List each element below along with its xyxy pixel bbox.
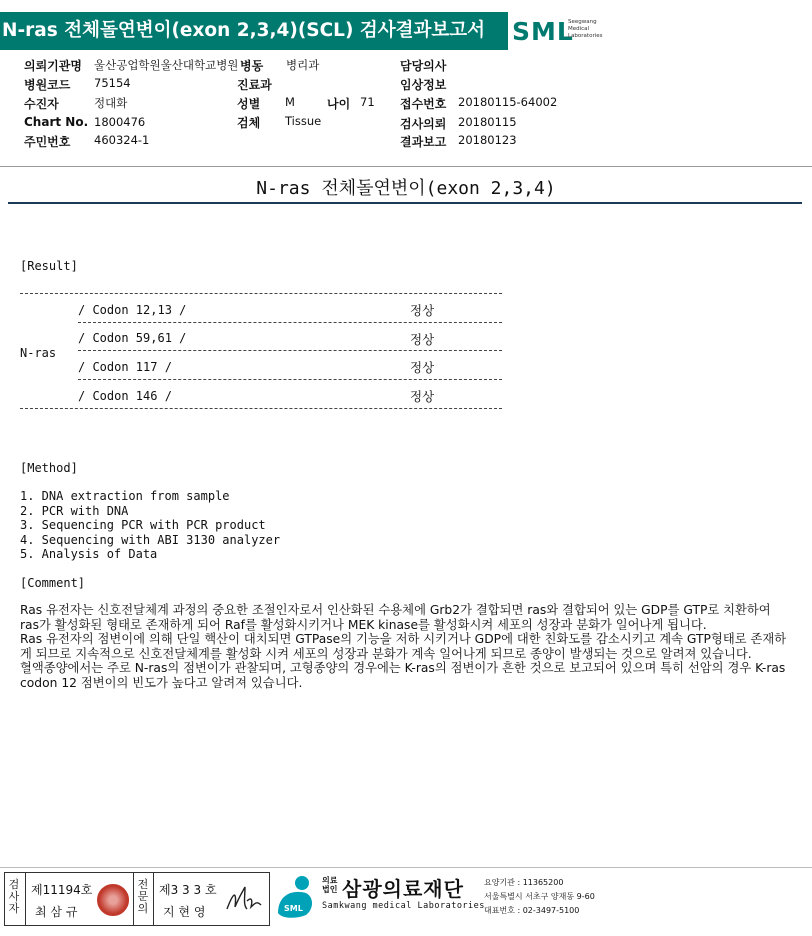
result-row-rule	[78, 322, 502, 323]
dept-label: 진료과	[237, 78, 272, 92]
footer-divider	[0, 867, 812, 868]
examiner-label: 검사자	[8, 878, 20, 915]
chart-label: Chart No.	[24, 115, 89, 129]
method-item: 5. Analysis of Data	[20, 547, 158, 561]
header-divider	[0, 166, 812, 167]
method-item: 1. DNA extraction from sample	[20, 489, 230, 503]
receipt-label: 접수번호	[400, 97, 447, 111]
examiner-number: 제11194호	[31, 883, 93, 897]
age-value: 71	[360, 95, 375, 109]
clinical-label: 임상정보	[400, 78, 447, 92]
doctor-label: 담당의사	[400, 59, 447, 73]
comment-paragraph: Ras 유전자는 신호전달체계 과정의 중요한 조절인자로서 인산화된 수용체에 Grb2가 결합되면 ras와 결합되어 있는 GDP를 GTP로 치환하여 ras가 활성화된 형태로 존재하게 되어 Raf를 활성화시키거나 MEK kinase를 활성화시켜 세포의 성장과 분화가 일어나게 됩니다.	[20, 603, 771, 632]
result-codon: / Codon 117 /	[78, 360, 172, 374]
title-underline	[8, 202, 802, 204]
age-label: 나이	[327, 97, 351, 111]
contact-line: 서울특별시 서초구 양재동 9-60	[484, 892, 595, 901]
request-label: 검사의뢰	[400, 117, 447, 131]
specialist-number: 제3 3 3 호	[159, 883, 217, 897]
specimen-label: 검체	[237, 116, 261, 130]
receipt-value: 20180115-64002	[458, 95, 558, 109]
name-label: 수진자	[24, 97, 59, 111]
method-item: 3. Sequencing PCR with PCR product	[20, 518, 266, 532]
result-codon: / Codon 12,13 /	[78, 303, 187, 317]
hospital-code-label: 병원코드	[24, 78, 71, 92]
sml-logo-sub: Seegwang Medical Laboratories	[568, 19, 603, 39]
sex-value: M	[285, 95, 295, 109]
report-title: N-ras 전체돌연변이(exon 2,3,4)(SCL) 검사결과보고서	[2, 20, 485, 41]
ward-value: 병리과	[286, 58, 320, 72]
result-status: 정상	[410, 303, 435, 318]
svg-text:SML: SML	[284, 904, 303, 913]
rrn-label: 주민번호	[24, 135, 71, 149]
comment-body	[20, 603, 790, 690]
signature-box	[4, 872, 270, 926]
ward-label: 병동	[240, 59, 264, 73]
request-value: 20180115	[458, 115, 517, 129]
method-item: 4. Sequencing with ABI 3130 analyzer	[20, 533, 281, 547]
contact-line: 대표번호 : 02-3497-5100	[484, 906, 580, 915]
sml-logo-text: SML	[512, 17, 574, 46]
samkwang-logo-icon	[272, 873, 320, 921]
result-row-rule	[78, 379, 502, 380]
name-value: 정대화	[94, 96, 128, 110]
hospital-code-value: 75154	[94, 76, 131, 90]
result-gene: N-ras	[20, 346, 57, 360]
result-status: 정상	[410, 389, 435, 404]
comment-heading: [Comment]	[20, 576, 86, 590]
institution-label: 의뢰기관명	[24, 59, 82, 73]
result-codon: / Codon 59,61 /	[78, 331, 187, 345]
chart-value: 1800476	[94, 115, 146, 129]
result-top-rule	[20, 293, 502, 294]
document-title: N-ras 전체돌연변이(exon 2,3,4)	[256, 178, 556, 199]
specimen-value: Tissue	[285, 114, 322, 128]
sex-label: 성별	[237, 97, 261, 111]
institution-value: 울산공업학원울산대학교병원	[94, 58, 239, 72]
report-label: 결과보고	[400, 135, 447, 149]
specialist-name: 지 현 영	[163, 905, 206, 919]
result-bottom-rule	[20, 408, 502, 409]
foundation-prefix: 의료법인	[322, 876, 338, 894]
examiner-name: 최 삼 규	[35, 905, 78, 919]
contact-line: 요양기관 : 11365200	[484, 878, 564, 887]
report-title-bar	[0, 12, 508, 50]
comment-paragraph: 혈액종양에서는 주로 N-ras의 점변이가 관찰되며, 고형종양의 경우에는 K-ras의 점변이가 흔한 것으로 보고되어 있으며 특히 선암의 경우 K-ras codon 12 점변이의 빈도가 높다고 알려져 있습니다.	[20, 661, 786, 690]
signature-icon	[223, 883, 263, 915]
method-heading: [Method]	[20, 461, 78, 475]
specialist-label: 전문의	[137, 878, 149, 915]
report-value: 20180123	[458, 133, 517, 147]
foundation-english: Samkwang medical Laboratories	[322, 901, 485, 911]
result-row-rule	[78, 350, 502, 351]
rrn-value: 460324-1	[94, 133, 150, 147]
result-heading: [Result]	[20, 259, 78, 273]
foundation-name: 삼광의료재단	[342, 877, 464, 901]
examiner-seal-icon	[97, 884, 129, 916]
sml-logo	[512, 15, 632, 49]
result-codon: / Codon 146 /	[78, 389, 172, 403]
result-status: 정상	[410, 332, 435, 347]
method-item: 2. PCR with DNA	[20, 504, 129, 518]
result-status: 정상	[410, 360, 435, 375]
comment-paragraph: Ras 유전자의 점변이에 의해 단일 핵산이 대치되면 GTPase의 기능을 저하 시키거나 GDP에 대한 친화도를 감소시키고 계속 GTP형태로 존재하게 되므로 지속적으로 신호전달체계를 활성화 시켜 세포의 성장과 분화가 계속 일어나게 되므로 종양이 발생되는 것으로 알려져 있습니다.	[20, 632, 787, 661]
